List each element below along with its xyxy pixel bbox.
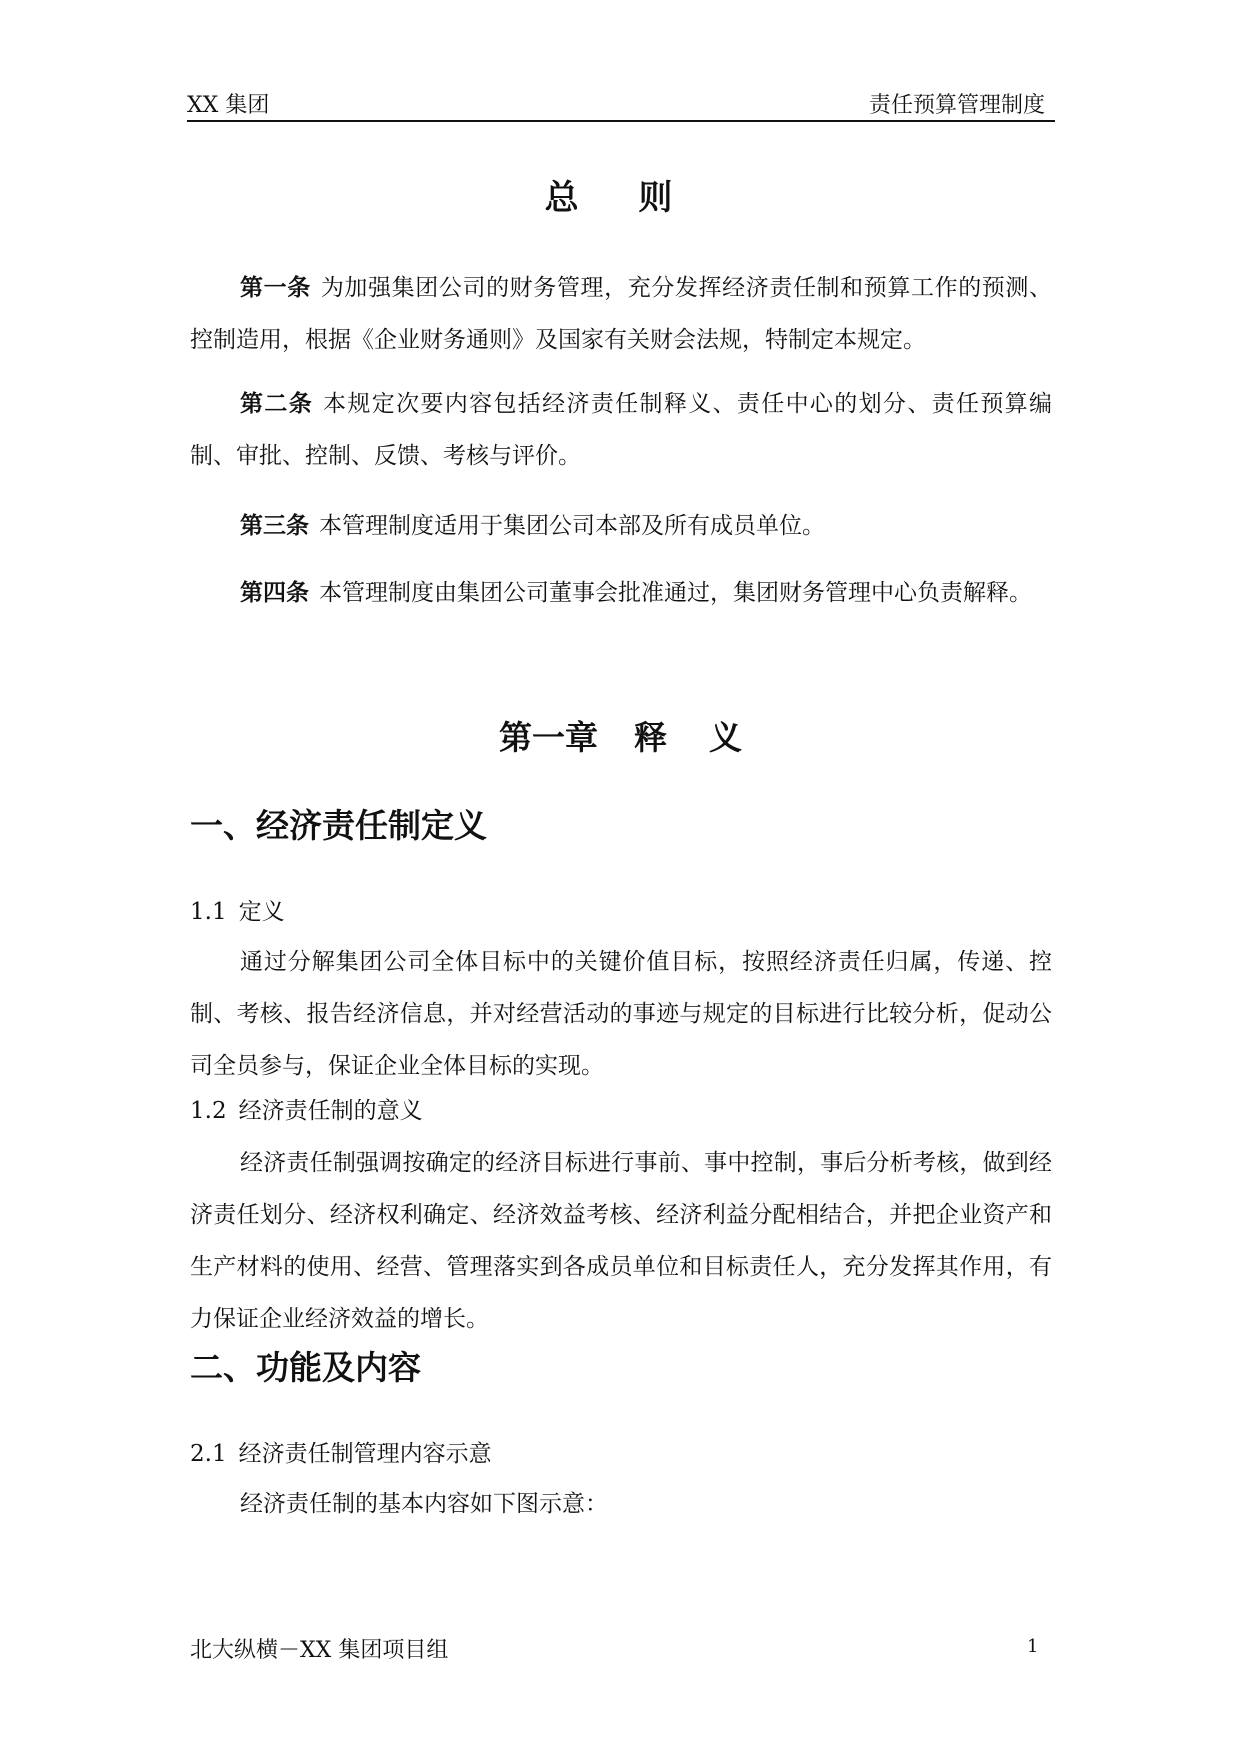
article-4-text: 本管理制度由集团公司董事会批准通过，集团财务管理中心负责解释。: [319, 580, 1032, 606]
chapter-1-title: [0, 712, 1241, 759]
article-3: [190, 500, 1052, 552]
footer-project-team: 北大纵横－XX 集团项目组: [190, 1638, 449, 1663]
subsection-2-1: [190, 1435, 492, 1468]
definition-paragraph: 通过分解集团公司全体目标中的关键价值目标，按照经济责任归属，传递、控制、考核、报告经济信息，并对经营活动的事迹与规定的目标进行比较分析，促动公司全员参与，保证企业全体目标的实现。: [190, 949, 1052, 1079]
article-1: [190, 262, 1052, 366]
subsection-2-1-label: 经济责任制管理内容示意: [238, 1441, 492, 1467]
article-1-text: 为加强集团公司的财务管理，充分发挥经济责任制和预算工作的预测、控制造用，根据《企业财务通则》及国家有关财会法规，特制定本规定。: [190, 275, 1053, 353]
article-4: [190, 567, 1052, 619]
article-2-label: 第二条: [240, 391, 314, 417]
significance-paragraph: 经济责任制强调按确定的经济目标进行事前、事中控制，事后分析考核，做到经济责任划分、经济权利确定、经济效益考核、经济利益分配相结合，并把企业资产和生产材料的使用、经营、管理落实到各成员单位和目标责任人，充分发挥其作用，有力保证企业经济效益的增长。: [190, 1150, 1052, 1332]
page-number: 1: [1027, 1636, 1039, 1657]
subsection-1-1: [190, 893, 285, 926]
article-2: [190, 378, 1052, 482]
diagram-intro-paragraph: 经济责任制的基本内容如下图示意：: [240, 1491, 608, 1517]
section-1-title: 一、经济责任制定义: [190, 806, 487, 845]
subsection-1-2-number: 1.2: [190, 1098, 227, 1124]
article-1-label: 第一条: [240, 275, 311, 301]
subsection-1-1-number: 1.1: [190, 899, 227, 925]
article-3-text: 本管理制度适用于集团公司本部及所有成员单位。: [319, 513, 825, 539]
article-2-text: 本规定次要内容包括经济责任制释义、责任中心的划分、责任预算编制、审批、控制、反馈、考核与评价。: [190, 391, 1052, 469]
header-company: XX 集团: [187, 93, 270, 118]
general-provisions-title: 总 则: [544, 178, 697, 218]
chapter-1-number: 第一章: [499, 718, 598, 757]
subsection-2-1-number: 2.1: [190, 1441, 227, 1467]
subsection-1-2-label: 经济责任制的意义: [238, 1098, 423, 1124]
section-2-title: 二、功能及内容: [190, 1348, 421, 1387]
article-4-label: 第四条: [240, 580, 309, 606]
header-doc-title: 责任预算管理制度: [868, 93, 1045, 118]
chapter-1-word-a: 释: [634, 718, 667, 757]
chapter-1-word-b: 义: [709, 718, 742, 757]
page-header: [187, 86, 1055, 122]
subsection-1-1-label: 定义: [238, 899, 285, 925]
subsection-1-2: [190, 1092, 423, 1125]
article-3-label: 第三条: [240, 513, 309, 539]
